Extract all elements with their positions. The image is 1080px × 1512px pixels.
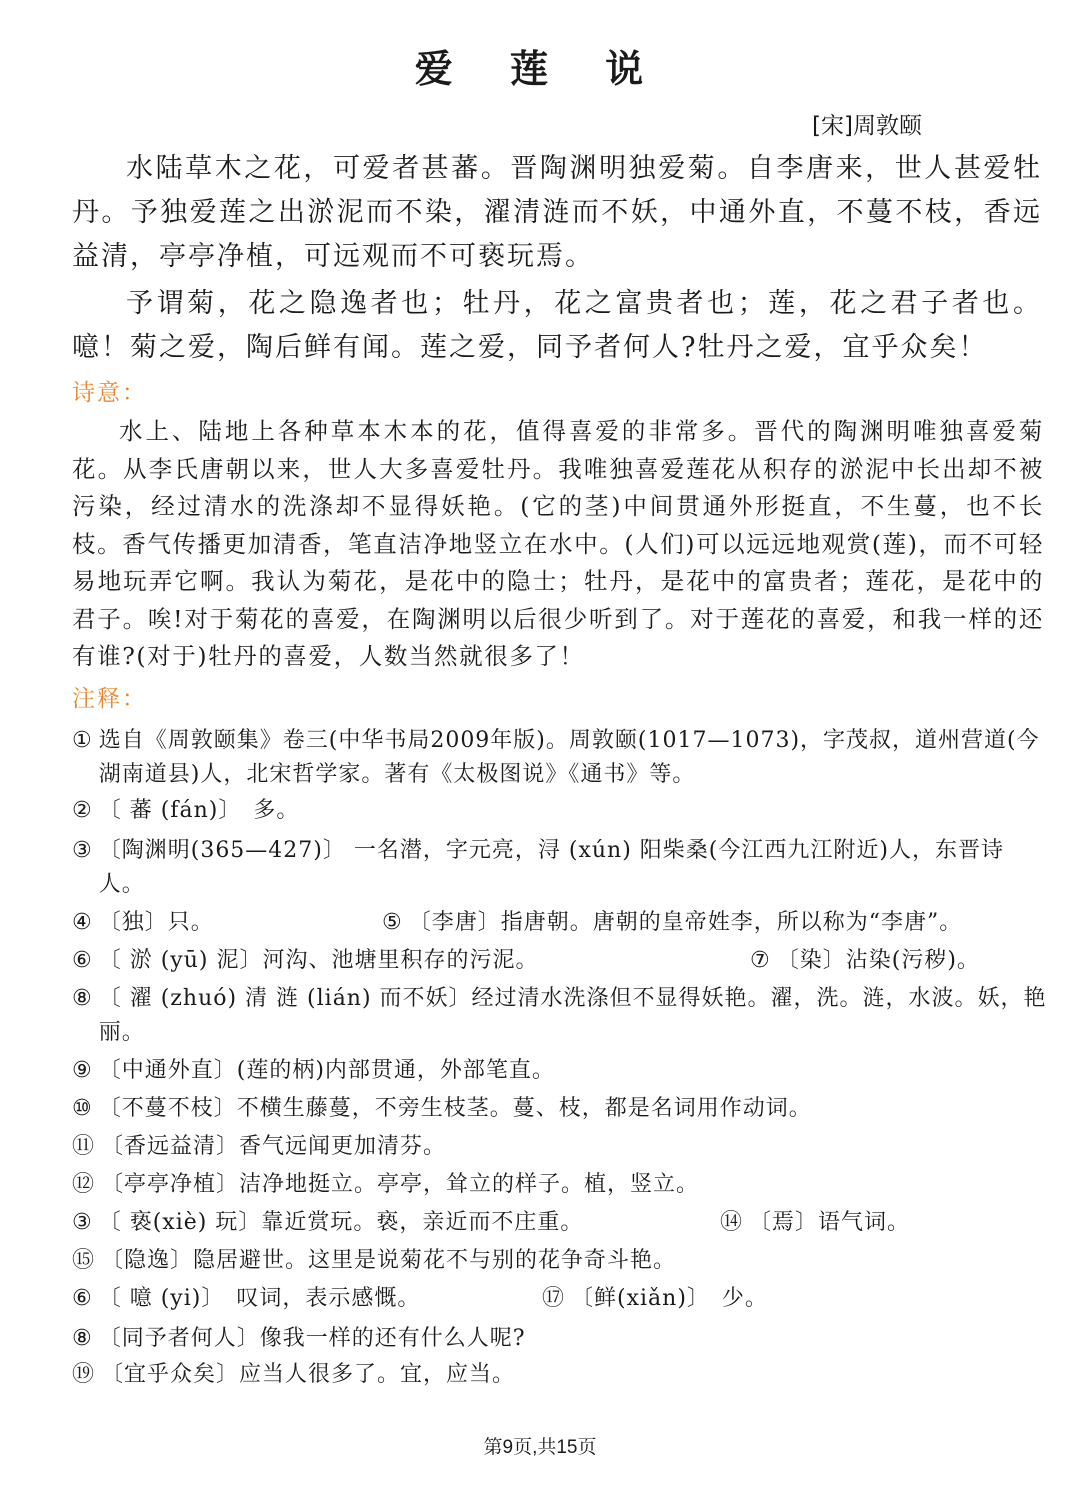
note-number: ④ xyxy=(72,910,93,935)
note-pair xyxy=(72,1206,1047,1240)
note-number: ⑦ xyxy=(750,948,771,973)
notes-list xyxy=(72,724,1047,1392)
page-footer: 第9页,共15页 xyxy=(483,1437,597,1458)
note-text: 〔李唐〕指唐朝。唐朝的皇帝姓李，所以称为“李唐”。 xyxy=(408,910,963,935)
note-text: 〔鲜(xiǎn)〕 少。 xyxy=(571,1286,768,1311)
note-item xyxy=(72,1358,1047,1392)
original-paragraph-1: 水陆草木之花，可爱者甚蕃。晋陶渊明独爱菊。自李唐来，世人甚爱牡丹。予独爱莲之出淤泥而不染，濯清涟而不妖，中通外直，不蔓不枝，香远益清，亭亭净植，可远观而不可亵玩焉。 xyxy=(72,153,1042,272)
note-text: 〔亭亭净植〕洁净地挺立。亭亭，耸立的样子。植，竖立。 xyxy=(101,1172,700,1197)
original-text xyxy=(72,147,1042,279)
note-item xyxy=(72,724,1047,792)
note-pair xyxy=(72,1282,1047,1316)
note-number: ⑧ xyxy=(72,1326,93,1351)
note-text: 〔宜乎众矣〕应当人很多了。宜，应当。 xyxy=(101,1362,516,1387)
note-number: ⑪ xyxy=(72,1134,96,1159)
note-number: ⑫ xyxy=(72,1172,96,1197)
original-text-2 xyxy=(72,282,1042,370)
note-item xyxy=(72,1244,1047,1278)
note-number: ⑰ xyxy=(542,1286,566,1311)
note-text: 〔 蕃 (fán)〕 多。 xyxy=(98,798,300,823)
note-number: ② xyxy=(72,798,93,823)
note-item xyxy=(72,1092,1047,1126)
note-number: ⑭ xyxy=(720,1210,744,1235)
note-text: 〔 淤 (yū) 泥〕河沟、池塘里积存的污泥。 xyxy=(98,948,539,973)
note-text: 〔焉〕语气词。 xyxy=(749,1210,911,1235)
note-text: 〔同予者何人〕像我一样的还有什么人呢? xyxy=(98,1326,526,1351)
note-item xyxy=(72,834,1047,902)
note-text: 〔独〕只。 xyxy=(98,910,214,935)
notes-heading: 注释： xyxy=(72,686,147,712)
note-number: ⑮ xyxy=(72,1248,96,1273)
translation-heading: 诗意： xyxy=(72,380,147,406)
note-number: ③ xyxy=(72,1210,93,1235)
note-number: ⑩ xyxy=(72,1096,93,1121)
note-text: 〔陶渊明(365—427)〕 一名潜，字元亮，浔 (xún) 阳柴桑(今江西九江附近)人，东晋诗人。 xyxy=(98,838,1004,897)
note-number: ⑤ xyxy=(382,910,403,935)
original-paragraph-2: 予谓菊，花之隐逸者也；牡丹，花之富贵者也；莲，花之君子者也。噫！菊之爱，陶后鲜有闻。莲之爱，同予者何人?牡丹之爱，宜乎众矣！ xyxy=(72,288,1042,363)
note-item xyxy=(72,982,1047,1050)
note-number: ⑧ xyxy=(72,986,93,1011)
note-text: 〔 濯 (zhuó) 清 涟 (lián) 而不妖〕经过清水洗涤但不显得妖艳。濯，洗。涟，水波。妖，艳丽。 xyxy=(98,986,1047,1045)
note-pair xyxy=(72,944,1047,978)
note-item xyxy=(72,1130,1047,1164)
note-pair xyxy=(72,906,1047,940)
note-number: ⑲ xyxy=(72,1362,96,1387)
note-text: 〔不蔓不枝〕不横生藤蔓，不旁生枝茎。蔓、枝，都是名词用作动词。 xyxy=(98,1096,812,1121)
note-item xyxy=(72,794,1047,828)
translation-paragraph: 水上、陆地上各种草本木本的花，值得喜爱的非常多。晋代的陶渊明唯独喜爱菊花。从李氏唐朝以来，世人大多喜爱牡丹。我唯独喜爱莲花从积存的淤泥中长出却不被污染，经过清水的洗涤却不显得妖艳。(它的茎)中间贯通外形挺直，不生蔓，也不长枝。香气传播更加清香，笔直洁净地竖立在水中。(人们)可以远远地观赏(莲)，而不可轻易地玩弄它啊。我认为菊花，是花中的隐士；牡丹，是花中的富贵者；莲花，是花中的君子。唉!对于菊花的喜爱，在陶渊明以后很少听到了。对于莲花的喜爱，和我一样的还有谁?(对于)牡丹的喜爱，人数当然就很多了！ xyxy=(72,417,1044,670)
note-text: 〔中通外直〕(莲的柄)内部贯通，外部笔直。 xyxy=(98,1058,555,1083)
note-text: 选自《周敦颐集》卷三(中华书局2009年版)。周敦颐(1017—1073)，字茂叔，道州营道(今湖南道县)人，北宋哲学家。著有《太极图说》《通书》等。 xyxy=(98,728,1040,787)
translation-block xyxy=(72,413,1044,676)
note-text: 〔染〕沾染(污秽)。 xyxy=(776,948,980,973)
note-item xyxy=(72,1168,1047,1202)
note-item xyxy=(72,1322,1047,1356)
author-line: [宋]周敦颐 xyxy=(812,113,922,139)
note-text: 〔香远益清〕香气远闻更加清芬。 xyxy=(101,1134,447,1159)
page-title: 爱 莲 说 xyxy=(414,47,666,91)
note-number: ① xyxy=(72,728,93,753)
note-number: ⑥ xyxy=(72,1286,93,1311)
note-text: 〔隐逸〕隐居避世。这里是说菊花不与别的花争奇斗艳。 xyxy=(101,1248,677,1273)
note-text: 〔 亵(xiè) 玩〕靠近赏玩。亵，亲近而不庄重。 xyxy=(98,1210,584,1235)
note-number: ⑥ xyxy=(72,948,93,973)
note-number: ⑨ xyxy=(72,1058,93,1083)
note-number: ③ xyxy=(72,838,93,863)
note-item xyxy=(72,1054,1047,1088)
note-text: 〔 噫 (yi)〕 叹词，表示感慨。 xyxy=(98,1286,421,1311)
